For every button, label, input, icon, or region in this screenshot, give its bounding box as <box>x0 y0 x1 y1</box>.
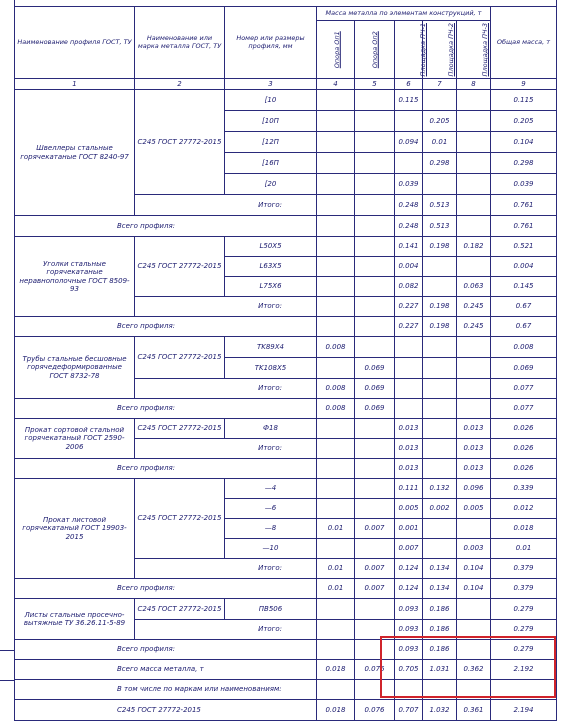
table-row <box>15 599 557 620</box>
total-cell: 0.67 <box>491 317 557 337</box>
mass-cell <box>317 419 355 439</box>
subtotal-label: Итого: <box>135 195 317 216</box>
mass-cell <box>317 317 355 337</box>
column-number: 2 <box>135 79 225 90</box>
column-number-row <box>15 79 557 90</box>
mass-cell: 0.707 <box>395 700 423 721</box>
column-number: 8 <box>457 79 491 90</box>
header-total-mass: Общая масса, т <box>491 7 557 79</box>
steel-grade: С245 ГОСТ 27772-2015 <box>135 479 225 559</box>
mass-cell: 0.005 <box>457 499 491 519</box>
total-cell: 0.279 <box>491 640 557 660</box>
mass-cell: 0.198 <box>423 237 457 257</box>
mass-cell: 0.013 <box>457 419 491 439</box>
mass-cell: 1.032 <box>423 700 457 721</box>
total-cell: 2.194 <box>491 700 557 721</box>
mass-cell: 0.082 <box>395 277 423 297</box>
profile-total-label: Всего профиля: <box>15 459 317 479</box>
mass-cell: 0.134 <box>423 559 457 579</box>
total-cell: 0.004 <box>491 257 557 277</box>
mass-cell: 0.093 <box>395 640 423 660</box>
mass-cell <box>355 153 395 174</box>
mass-cell <box>457 174 491 195</box>
total-cell: 0.018 <box>491 519 557 539</box>
grand-total-label: Всего масса металла, т <box>15 660 317 680</box>
mass-cell <box>423 90 457 111</box>
mass-cell: 0.01 <box>317 559 355 579</box>
mass-cell: 0.104 <box>457 559 491 579</box>
profile-total-label: Всего профиля: <box>15 399 317 419</box>
mass-cell: 0.104 <box>457 579 491 599</box>
total-cell: 0.026 <box>491 459 557 479</box>
total-cell: 0.521 <box>491 237 557 257</box>
steel-grade: С245 ГОСТ 27772-2015 <box>135 599 225 620</box>
mass-cell <box>355 539 395 559</box>
mass-cell: 0.134 <box>423 579 457 599</box>
header-support-2: Опора Оп2 <box>355 21 395 79</box>
profile-size: Ф18 <box>225 419 317 439</box>
mass-cell <box>457 153 491 174</box>
header-platform-3: Площадка ПЧ-3 <box>457 21 491 79</box>
by-brand-label: В том числе по маркам или наименованиям: <box>15 680 317 700</box>
mass-cell <box>457 195 491 216</box>
mass-cell <box>423 439 457 459</box>
header-profile-name: Наименование профиля ГОСТ, ТУ <box>15 7 135 79</box>
mass-cell: 0.245 <box>457 297 491 317</box>
mass-cell <box>317 459 355 479</box>
mass-cell <box>395 379 423 399</box>
mass-cell: 0.069 <box>355 358 395 379</box>
mass-cell <box>317 439 355 459</box>
total-cell: 0.012 <box>491 499 557 519</box>
profile-total-row <box>15 579 557 599</box>
mass-cell: 0.063 <box>457 277 491 297</box>
mass-cell <box>457 599 491 620</box>
profile-total-row <box>15 216 557 237</box>
mass-cell: 0.141 <box>395 237 423 257</box>
table-row <box>15 337 557 358</box>
mass-cell <box>355 195 395 216</box>
header-profile-size: Номер или размеры профиля, мм <box>225 7 317 79</box>
mass-cell: 0.513 <box>423 195 457 216</box>
frame-margin-line <box>0 650 14 651</box>
column-number: 1 <box>15 79 135 90</box>
total-cell: 0.339 <box>491 479 557 499</box>
total-cell: 0.761 <box>491 216 557 237</box>
mass-cell: 0.124 <box>395 559 423 579</box>
mass-cell <box>457 132 491 153</box>
mass-cell <box>395 153 423 174</box>
profile-size: [12П <box>225 132 317 153</box>
mass-cell: 0.013 <box>395 439 423 459</box>
total-cell: 0.298 <box>491 153 557 174</box>
mass-cell: 0.245 <box>457 317 491 337</box>
profile-size: [20 <box>225 174 317 195</box>
mass-cell: 0.513 <box>423 216 457 237</box>
metal-mass-table <box>14 6 557 721</box>
mass-cell <box>317 539 355 559</box>
mass-cell: 0.013 <box>395 419 423 439</box>
steel-grade: С245 ГОСТ 27772-2015 <box>135 337 225 379</box>
column-number: 6 <box>395 79 423 90</box>
subtotal-label: Итого: <box>135 297 317 317</box>
total-cell: 0.279 <box>491 599 557 620</box>
profile-size: [10П <box>225 111 317 132</box>
steel-grade: С245 ГОСТ 27772-2015 <box>135 419 225 439</box>
group-name: Уголки стальные горячекатаные неравнополочные ГОСТ 8509-93 <box>15 237 135 317</box>
mass-cell <box>355 479 395 499</box>
total-cell: 0.145 <box>491 277 557 297</box>
mass-cell <box>423 257 457 277</box>
mass-cell: 0.186 <box>423 640 457 660</box>
total-cell: 0.008 <box>491 337 557 358</box>
total-cell: 0.104 <box>491 132 557 153</box>
mass-cell <box>355 459 395 479</box>
mass-cell <box>423 399 457 419</box>
mass-cell <box>457 216 491 237</box>
mass-cell <box>423 337 457 358</box>
mass-cell <box>355 419 395 439</box>
subtotal-label: Итого: <box>135 559 317 579</box>
mass-cell <box>395 399 423 419</box>
mass-cell: 0.115 <box>395 90 423 111</box>
mass-cell: 0.248 <box>395 195 423 216</box>
total-cell: 0.039 <box>491 174 557 195</box>
profile-total-label: Всего профиля: <box>15 579 317 599</box>
mass-cell <box>355 257 395 277</box>
profile-size: [10 <box>225 90 317 111</box>
profile-size: TK108X5 <box>225 358 317 379</box>
mass-cell: 0.039 <box>395 174 423 195</box>
mass-cell: 0.227 <box>395 297 423 317</box>
total-cell: 0.379 <box>491 579 557 599</box>
mass-cell <box>317 153 355 174</box>
profile-size: —10 <box>225 539 317 559</box>
frame-margin-line-2 <box>0 680 14 681</box>
header-mass-group: Масса металла по элементам конструкций, т <box>317 7 491 21</box>
mass-cell: 0.186 <box>423 599 457 620</box>
column-number: 4 <box>317 79 355 90</box>
profile-size: —4 <box>225 479 317 499</box>
mass-cell <box>423 358 457 379</box>
total-cell: 0.026 <box>491 439 557 459</box>
total-cell: 0.077 <box>491 399 557 419</box>
steel-grade: С245 ГОСТ 27772-2015 <box>135 237 225 297</box>
red-highlight-box <box>380 636 556 698</box>
mass-cell: 0.205 <box>423 111 457 132</box>
profile-size: L63X5 <box>225 257 317 277</box>
mass-cell: 0.007 <box>355 519 395 539</box>
mass-cell <box>355 132 395 153</box>
column-number: 7 <box>423 79 457 90</box>
mass-cell: 0.093 <box>395 620 423 640</box>
mass-cell <box>355 599 395 620</box>
mass-cell: 0.008 <box>317 379 355 399</box>
mass-cell <box>423 539 457 559</box>
table-row <box>15 237 557 257</box>
mass-cell: 0.005 <box>395 499 423 519</box>
mass-cell: 0.013 <box>457 439 491 459</box>
mass-cell: 0.01 <box>423 132 457 153</box>
header-support-1: Опора Оп1 <box>317 21 355 79</box>
mass-cell <box>317 216 355 237</box>
mass-cell: 0.094 <box>395 132 423 153</box>
profile-total-row <box>15 459 557 479</box>
mass-cell <box>355 174 395 195</box>
mass-cell <box>355 90 395 111</box>
mass-cell: 0.093 <box>395 599 423 620</box>
mass-cell <box>317 499 355 519</box>
mass-cell <box>317 132 355 153</box>
profile-total-label: Всего профиля: <box>15 216 317 237</box>
subtotal-label: Итого: <box>135 439 317 459</box>
mass-cell: 0.002 <box>423 499 457 519</box>
total-cell: 0.01 <box>491 539 557 559</box>
mass-cell <box>355 111 395 132</box>
profile-size: L50X5 <box>225 237 317 257</box>
mass-cell: 0.018 <box>317 700 355 721</box>
mass-cell <box>355 317 395 337</box>
column-number: 3 <box>225 79 317 90</box>
mass-cell <box>317 174 355 195</box>
mass-cell: 0.001 <box>395 519 423 539</box>
total-cell: 0.379 <box>491 559 557 579</box>
steel-total-row <box>15 700 557 721</box>
mass-cell: 0.069 <box>355 379 395 399</box>
mass-cell: 0.007 <box>395 539 423 559</box>
steel-grade: С245 ГОСТ 27772-2015 <box>135 90 225 195</box>
mass-cell <box>423 174 457 195</box>
mass-cell <box>457 90 491 111</box>
mass-cell: 0.069 <box>355 399 395 419</box>
total-cell: 0.67 <box>491 297 557 317</box>
profile-size: ПВ506 <box>225 599 317 620</box>
profile-size: TK89X4 <box>225 337 317 358</box>
mass-cell: 0.298 <box>423 153 457 174</box>
mass-cell: 0.008 <box>317 399 355 419</box>
group-name: Прокат сортовой стальной горячекатаный ГОСТ 2590-2006 <box>15 419 135 459</box>
mass-cell <box>457 358 491 379</box>
mass-cell <box>317 277 355 297</box>
subtotal-label: Итого: <box>135 379 317 399</box>
total-cell: 0.115 <box>491 90 557 111</box>
mass-cell: 0.007 <box>355 559 395 579</box>
total-cell: 0.077 <box>491 379 557 399</box>
header-steel-grade: Наименование или марка металла ГОСТ, ТУ <box>135 7 225 79</box>
mass-cell: 1.031 <box>423 660 457 680</box>
mass-cell: 0.227 <box>395 317 423 337</box>
mass-cell: 0.248 <box>395 216 423 237</box>
mass-cell <box>423 379 457 399</box>
group-name: Швеллеры стальные горячекатаные ГОСТ 8240-97 <box>15 90 135 216</box>
mass-cell: 0.111 <box>395 479 423 499</box>
total-cell: 0.279 <box>491 620 557 640</box>
mass-cell <box>355 237 395 257</box>
group-name: Листы стальные просечно-вытяжные ТУ 36.26.11-5-89 <box>15 599 135 640</box>
mass-cell: 0.007 <box>355 579 395 599</box>
mass-cell: 0.182 <box>457 237 491 257</box>
mass-cell <box>317 680 355 700</box>
mass-cell <box>395 111 423 132</box>
profile-size: [16П <box>225 153 317 174</box>
table-row <box>15 479 557 499</box>
mass-cell <box>317 640 355 660</box>
mass-cell <box>457 519 491 539</box>
mass-cell <box>317 111 355 132</box>
mass-cell <box>355 337 395 358</box>
subtotal-label: Итого: <box>135 620 317 640</box>
group-name: Прокат листовой горячекатаный ГОСТ 19903-2015 <box>15 479 135 579</box>
profile-total-label: Всего профиля: <box>15 640 317 660</box>
mass-cell: 0.198 <box>423 317 457 337</box>
mass-cell: 0.018 <box>317 660 355 680</box>
mass-cell: 0.362 <box>457 660 491 680</box>
table-row <box>15 90 557 111</box>
mass-cell <box>423 519 457 539</box>
mass-cell: 0.01 <box>317 519 355 539</box>
mass-cell: 0.003 <box>457 539 491 559</box>
column-number: 9 <box>491 79 557 90</box>
mass-cell <box>355 439 395 459</box>
profile-size: —8 <box>225 519 317 539</box>
mass-cell: 0.705 <box>395 660 423 680</box>
mass-cell: 0.076 <box>355 700 395 721</box>
total-cell: 0.069 <box>491 358 557 379</box>
mass-cell <box>355 216 395 237</box>
mass-cell <box>355 499 395 519</box>
mass-cell <box>395 358 423 379</box>
mass-cell <box>317 620 355 640</box>
mass-cell: 0.076 <box>355 660 395 680</box>
profile-size: L75X6 <box>225 277 317 297</box>
header-platform-2: Площадка ПЧ-2 <box>423 21 457 79</box>
column-number: 5 <box>355 79 395 90</box>
mass-cell: 0.01 <box>317 579 355 599</box>
mass-cell <box>457 257 491 277</box>
profile-total-row <box>15 317 557 337</box>
steel-total-label: С245 ГОСТ 27772-2015 <box>15 700 317 721</box>
mass-cell <box>317 479 355 499</box>
mass-cell <box>317 358 355 379</box>
mass-cell: 0.096 <box>457 479 491 499</box>
mass-cell <box>457 399 491 419</box>
mass-cell <box>355 277 395 297</box>
mass-cell <box>395 337 423 358</box>
total-cell: 0.026 <box>491 419 557 439</box>
mass-cell <box>317 90 355 111</box>
mass-cell <box>423 277 457 297</box>
profile-total-row <box>15 399 557 419</box>
mass-cell <box>317 599 355 620</box>
group-name: Трубы стальные бесшовные горячедеформированные ГОСТ 8732-78 <box>15 337 135 399</box>
header-platform-1: Площадка ПЧ-1 <box>395 21 423 79</box>
mass-cell: 0.013 <box>457 459 491 479</box>
profile-total-label: Всего профиля: <box>15 317 317 337</box>
mass-cell <box>317 195 355 216</box>
mass-cell <box>423 419 457 439</box>
mass-cell: 0.124 <box>395 579 423 599</box>
mass-cell <box>457 379 491 399</box>
mass-cell: 0.013 <box>395 459 423 479</box>
mass-cell <box>317 257 355 277</box>
total-cell: 2.192 <box>491 660 557 680</box>
mass-cell: 0.132 <box>423 479 457 499</box>
profile-size: —6 <box>225 499 317 519</box>
mass-cell <box>355 297 395 317</box>
mass-cell <box>317 297 355 317</box>
mass-cell <box>457 337 491 358</box>
mass-cell <box>317 237 355 257</box>
table-row <box>15 419 557 439</box>
mass-cell: 0.186 <box>423 620 457 640</box>
mass-cell: 0.008 <box>317 337 355 358</box>
mass-cell: 0.004 <box>395 257 423 277</box>
total-cell: 0.761 <box>491 195 557 216</box>
total-cell: 0.205 <box>491 111 557 132</box>
mass-cell: 0.361 <box>457 700 491 721</box>
mass-cell <box>423 459 457 479</box>
mass-cell: 0.198 <box>423 297 457 317</box>
mass-cell <box>457 111 491 132</box>
